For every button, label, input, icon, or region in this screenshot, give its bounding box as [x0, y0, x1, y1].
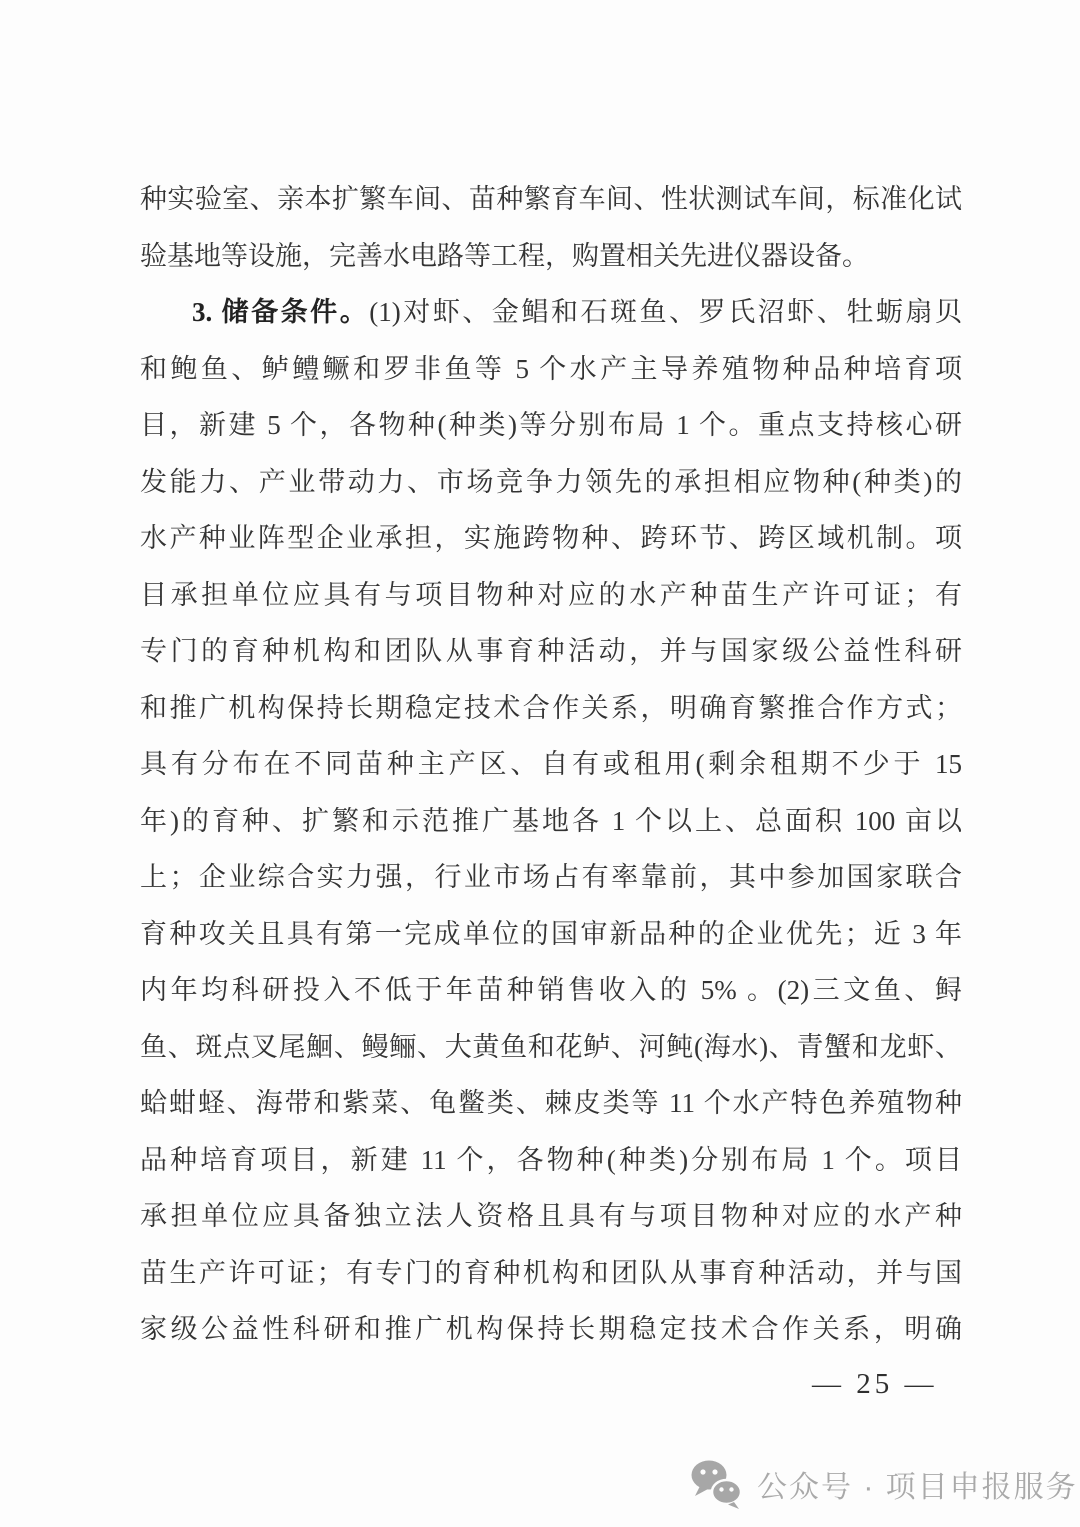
text-line: 目承担单位应具有与项目物种对应的水产种苗生产许可证；有: [140, 579, 962, 610]
wechat-watermark: [690, 1458, 1078, 1510]
text-line: 专门的育种机构和团队从事育种活动，并与国家级公益性科研: [140, 636, 962, 666]
text-line: 蛤蚶蛏、海带和紫菜、龟鳖类、棘皮类等 11 个水产特色养殖物种: [140, 1088, 962, 1118]
text-line: 发能力、产业带动力、市场竞争力领先的承担相应物种(种类)的: [140, 466, 962, 497]
text-line: 和鲍鱼、鲈鳢鳜和罗非鱼等 5 个水产主导养殖物种品种培育项: [140, 353, 962, 384]
wechat-icon: [690, 1459, 744, 1509]
text-line: 种实验室、亲本扩繁车间、苗种繁育车间、性状测试车间，标准化试: [140, 184, 962, 214]
text-line: 内年均科研投入不低于年苗种销售收入的 5% 。(2)三文鱼、鲟: [140, 975, 962, 1005]
text-line-heading: [140, 284, 962, 341]
text-line: 家级公益性科研和推广机构保持长期稳定技术合作关系，明确: [140, 1314, 962, 1344]
text-line: 承担单位应具备独立法人资格且具有与项目物种对应的水产种: [140, 1201, 962, 1231]
text-line: 年)的育种、扩繁和示范推广基地各 1 个以上、总面积 100 亩以: [140, 805, 962, 836]
text-line: 水产种业阵型企业承担，实施跨物种、跨环节、跨区域机制。项: [140, 523, 962, 553]
body-text: [140, 171, 962, 1358]
section-heading: 3. 储备条件。: [192, 297, 370, 327]
wechat-label: 公众号 · 项目申报服务: [757, 1471, 1078, 1504]
text-line: 上；企业综合实力强，行业市场占有率靠前，其中参加国家联合: [140, 862, 962, 892]
text-line: 验基地等设施，完善水电路等工程，购置相关先进仪器设备。: [140, 240, 869, 271]
text-line: 具有分布在不同苗种主产区、自有或租用(剩余租期不少于 15: [140, 749, 962, 779]
text-line: 育种攻关且具有第一完成单位的国审新品种的企业优先；近 3 年: [140, 918, 962, 949]
text-line: 品种培育项目，新建 11 个，各物种(种类)分别布局 1 个。项目: [140, 1144, 962, 1175]
page-number: — 25 —: [812, 1368, 938, 1400]
text-line: 和推广机构保持长期稳定技术合作关系，明确育繁推合作方式；: [140, 692, 962, 723]
text-line: 目，新建 5 个，各物种(种类)等分别布局 1 个。重点支持核心研: [140, 410, 962, 440]
heading-continuation: (1)对虾、金鲳和石斑鱼、罗氏沼虾、牡蛎扇贝: [369, 297, 962, 327]
text-line: 鱼、斑点叉尾鮰、鳗鲡、大黄鱼和花鲈、河鲀(海水)、青蟹和龙虾、: [140, 1031, 962, 1062]
text-line: 苗生产许可证；有专门的育种机构和团队从事育种活动，并与国: [140, 1257, 962, 1288]
